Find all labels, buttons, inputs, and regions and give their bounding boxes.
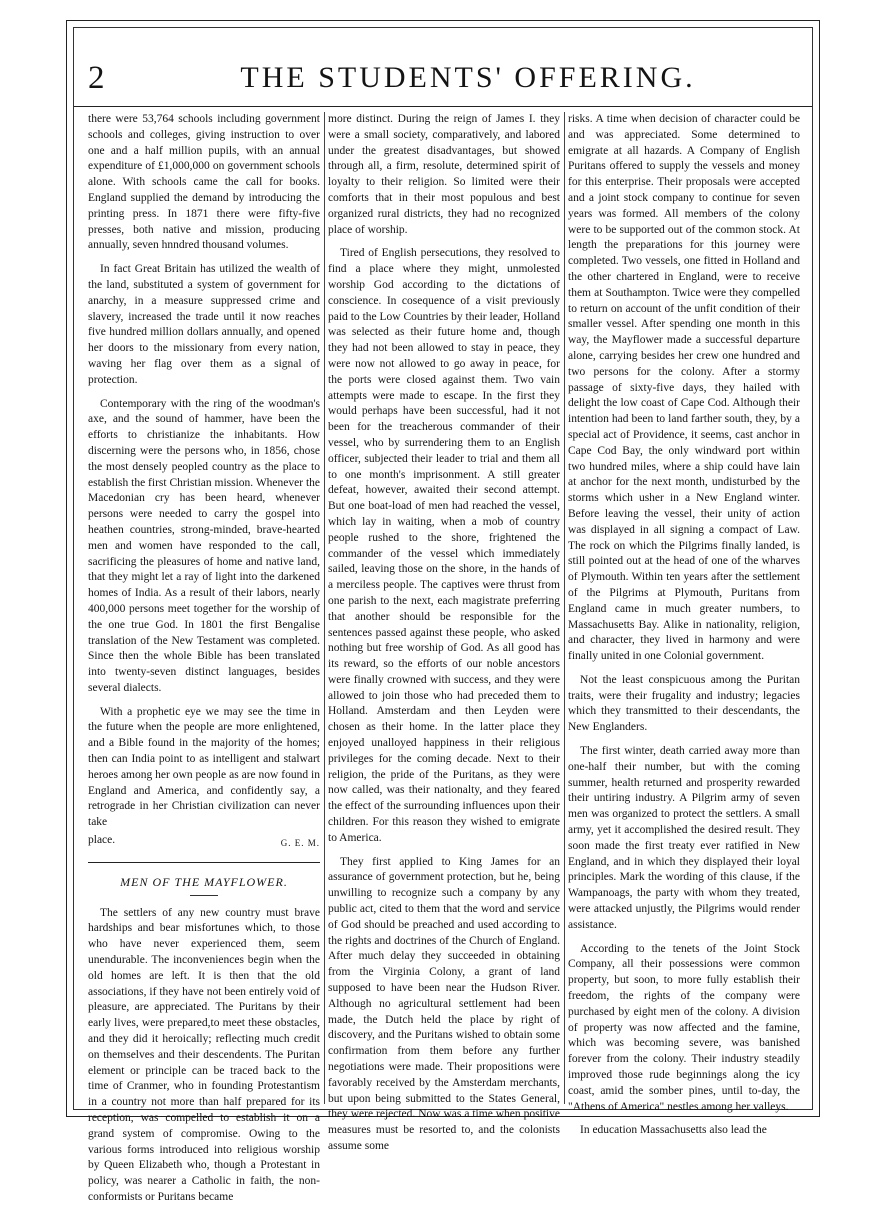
article2-paragraph: According to the tenets of the Joint Stock Company, all their possessions were common property, but soon, to more fully establish their freedom, the rights of the company were purchased by eight men of the colony. A division of property was now affected and the famine, which was becoming severe, was banished forever from the colony. Their industry steadily improved those rude beginnings along the icy coast, amid the somber pines, until to-day, the "Athens of America" nestles among her valleys.: [568, 942, 800, 1113]
article2-paragraph: Tired of English persecutions, they resolved to find a place where they might, unmolested worship God according to the dictations of conscience. In cosequence of a visit previously paid to the Low Countries by their leader, Holland was selected as their future home and, though they had not been allowed to stay in peace, they were now not allowed to go away in peace, for the ports were closed against them. Two vain attempts were made to escape. In the first they would perhaps have been successful, had it not been for the treacherous commander of their vessel, who by surrendering them to an English officer, subjected their leader to trial and them all to one month's imprisonment. A still greater defeat, however, awaited their second attempt. But one boat-load of men had reached the vessel, which lay in waiting, when a mob of country people rushed to the shore, frightened the commander of the vessel which immediately sailed, leaving those on the shore, in the hands of a merciless people. The captives were thrust from one parish to the next, each magistrate preferring that another should be responsible for the sentences passed against these people, who asked nothing but free worship of God. As all good has its reward, so the efforts of our noble ancestors were finally crowned with success, and they were allowed to join those who had preceded them to Holland. Amsterdam and then Leyden were chosen as their home. In the latter place they enjoyed unalloyed happiness in their religious privileges for the coming decade. Next to their religion, the pride of the Puritans, as they were now called, was their nationalty, and they feared the effect of the surrounding influences upon their children. For this reason they wished to emigrate to America.: [328, 247, 560, 844]
column-rule-1: [324, 112, 325, 1104]
column-3: [568, 112, 800, 1147]
article2-paragraph: The settlers of any new country must brave hardships and bear misfortunes which, to those who have never experienced them, seem unendurable. The inconveniences begin when the old homes are left. It is then that the old associations, if they have not been entirely void of pleasure, are appreciated. The Puritans by their early lives, were prepared,to meet these obstacles, and they did it heroically; reflecting much credit on themselves and their descendents. The Puritan element or principle can be traced back to the time of Cranmer, who in founding Protestantism in a country not more than half prepared for its reception, was compelled to establish it on a grand system of compromise. Owing to the various forms introduced into religious worship by Queen Elizabeth who, though a Protestant in policy, was nearer a Catholic in faith, the non-conformists or Puritans became: [88, 906, 320, 1203]
article2-paragraph: more distinct. During the reign of James I. they were a small society, comparatively, and labored under the greatest disadvantages, but showed through all, a firm, resolute, determined spirit of loyalty to their religion. So limited were their comforts that in their most populous and best organized rural districts, they had no recognized place of worship.: [328, 113, 560, 236]
article1-closing-line: [88, 833, 320, 852]
article-divider: [88, 862, 320, 863]
article2-paragraph: The first winter, death carried away more than one-half their number, but with the coming summer, health returned and prosperity rewarded their untiring industry. A Pilgrim army of seven men was organized to protect the settlers. A small army, yet it accomplished the desired result. They soon made the first treaty ever ratified in New England, and in which they displayed their loyal principles. Mark the wording of this clause, if the Wampanoags, the party with whom they treated, were attacked unjustly, the Pilgrims would render assistance.: [568, 745, 800, 931]
article2-paragraph: In education Massachusetts also lead the: [580, 1124, 767, 1137]
article1-paragraph: With a prophetic eye we may see the time in the future when the people are more enlightened, and a Bible found in the majority of the homes; then can India point to as intelligent and stalwart heroes among her own people as are now found in England and America, and confidently say, a retrograde in her Christian civilization can never take: [88, 705, 320, 829]
column-rule-2: [564, 112, 565, 1104]
page-number: 2: [88, 60, 105, 96]
article2-title: MEN OF THE MAYFLOWER.: [120, 874, 288, 889]
article1-signature: G. E. M.: [280, 838, 320, 849]
title-underline: [190, 895, 218, 896]
page-frame: [66, 20, 820, 1203]
publication-title: THE STUDENTS' OFFERING.: [240, 61, 696, 94]
article2-paragraph: They first applied to King James for an assurance of government protection, but he, being unwilling to recognize such a company by any public act, cited to them that the word and service of God should be preached and used according to the rights and doctrines of the Church of England. After much delay they succeeded in obtaining from the Virginia Colony, a grant of land supposed to have been near the Hudson River. Although no agricultural settlement had been made, the Dutch held the place by right of discovery, and the Puritans wished to obtain some confirmation from them before any further negotiations were made. Their propositions were favorably received by the Amsterdam merchants, but upon being submitted to the States General, they were rejected. Now was a time when positive measures must be resorted to, and the colonists assume some: [328, 855, 560, 1152]
article1-paragraph: there were 53,764 schools including government schools and colleges, giving instruction to over one and a half million pupils, with an annual expenditure of £1,000,000 on government schools alone. With schools came the call for books. England supplied the demand by introducing the printing press. In 1871 there were fifty-five presses, both native and mission, producing annually, seven hnndred thousand volumes.: [88, 113, 320, 252]
article1-last-word: place.: [88, 834, 116, 847]
article2-paragraph: risks. A time when decision of character could be and was appreciated. Some determined to emigrate at all hazards. A Company of English Puritans offered to supply the vessels and money for this enterprise. Their proposals were accepted and a joint stock company to continue for seven years was formed. All members of the colony were to be supported out of the common stock. At length the preparations for this journey were completed. Two vessels, one fitted in Holland and the other chartered in England, were to receive them at Southampton. Twice were they compelled to return on account of the unfit condition of their smaller vessel. After spending one month in this way, the Mayflower made a successful departure alone, carrying besides her crew one hundred and two persons for the colony. After a stormy passage of sixty-five days, they hailed with delight the low coast of Cape Cod. Although their intention had been to land farther south, they, by a special act of Providence, it seems, cast anchor in Cape Cod Bay, the only windward port within two hundred miles, where a ship could have lain at anchor for the next month, undisturbed by the storms which usher in a New England winter. Before leaving the vessel, their unity of action was displayed in all signing a compact of Law. The rock on which the Pilgrims finally landed, is still pointed out at the head of one of the wharves of Plymouth. Within ten years after the settlement of the Pilgrims at Plymouth, Puritans from England came in much greater numbers, to Massachusetts Bay. Alike in nationality, religion, and character, they lived in harmony and were finally united in one Colonial government.: [568, 113, 800, 663]
page-inner-frame: [73, 27, 813, 1203]
masthead-header: [74, 28, 812, 107]
article1-paragraph: In fact Great Britain has utilized the wealth of the land, substituted a system of government for anarchy, in a measure suppressed crime and slavery, increased the trade until it now reaches five hundred million dollars annually, and opened her doors to the missionary from every nation, waving her flag over them as a signal of protection.: [88, 263, 320, 386]
article2-paragraph: Not the least conspicuous among the Puritan traits, were their frugality and industry; legacies which they transmitted to their descendants, the New Englanders.: [568, 673, 800, 734]
column-1: [88, 112, 320, 1214]
column-2: [328, 112, 560, 1163]
article1-paragraph: Contemporary with the ring of the woodman's axe, and the sound of hammer, have been the efforts to christianize the inhabitants. How discerning were the persons who, in 1856, chose the most densely peopled country as the place to establish the first Christian mission. Whenever the Macedonian cry has been heard, whenever persons were needed to carry the gospel into heathen countries, strong-minded, brave-hearted men and women have responded to the call, sacrificing the pleasures of home and native land, that they might let a ray of light into the darkened homes of India. As a result of their labors, nearly 400,000 persons meet together for the worship of the one true God. In 1801 the first Bengalise translation of the New Testament was completed. Since then the whole Bible has been translated into twenty-seven distinct languages, besides several dialects.: [88, 397, 320, 694]
